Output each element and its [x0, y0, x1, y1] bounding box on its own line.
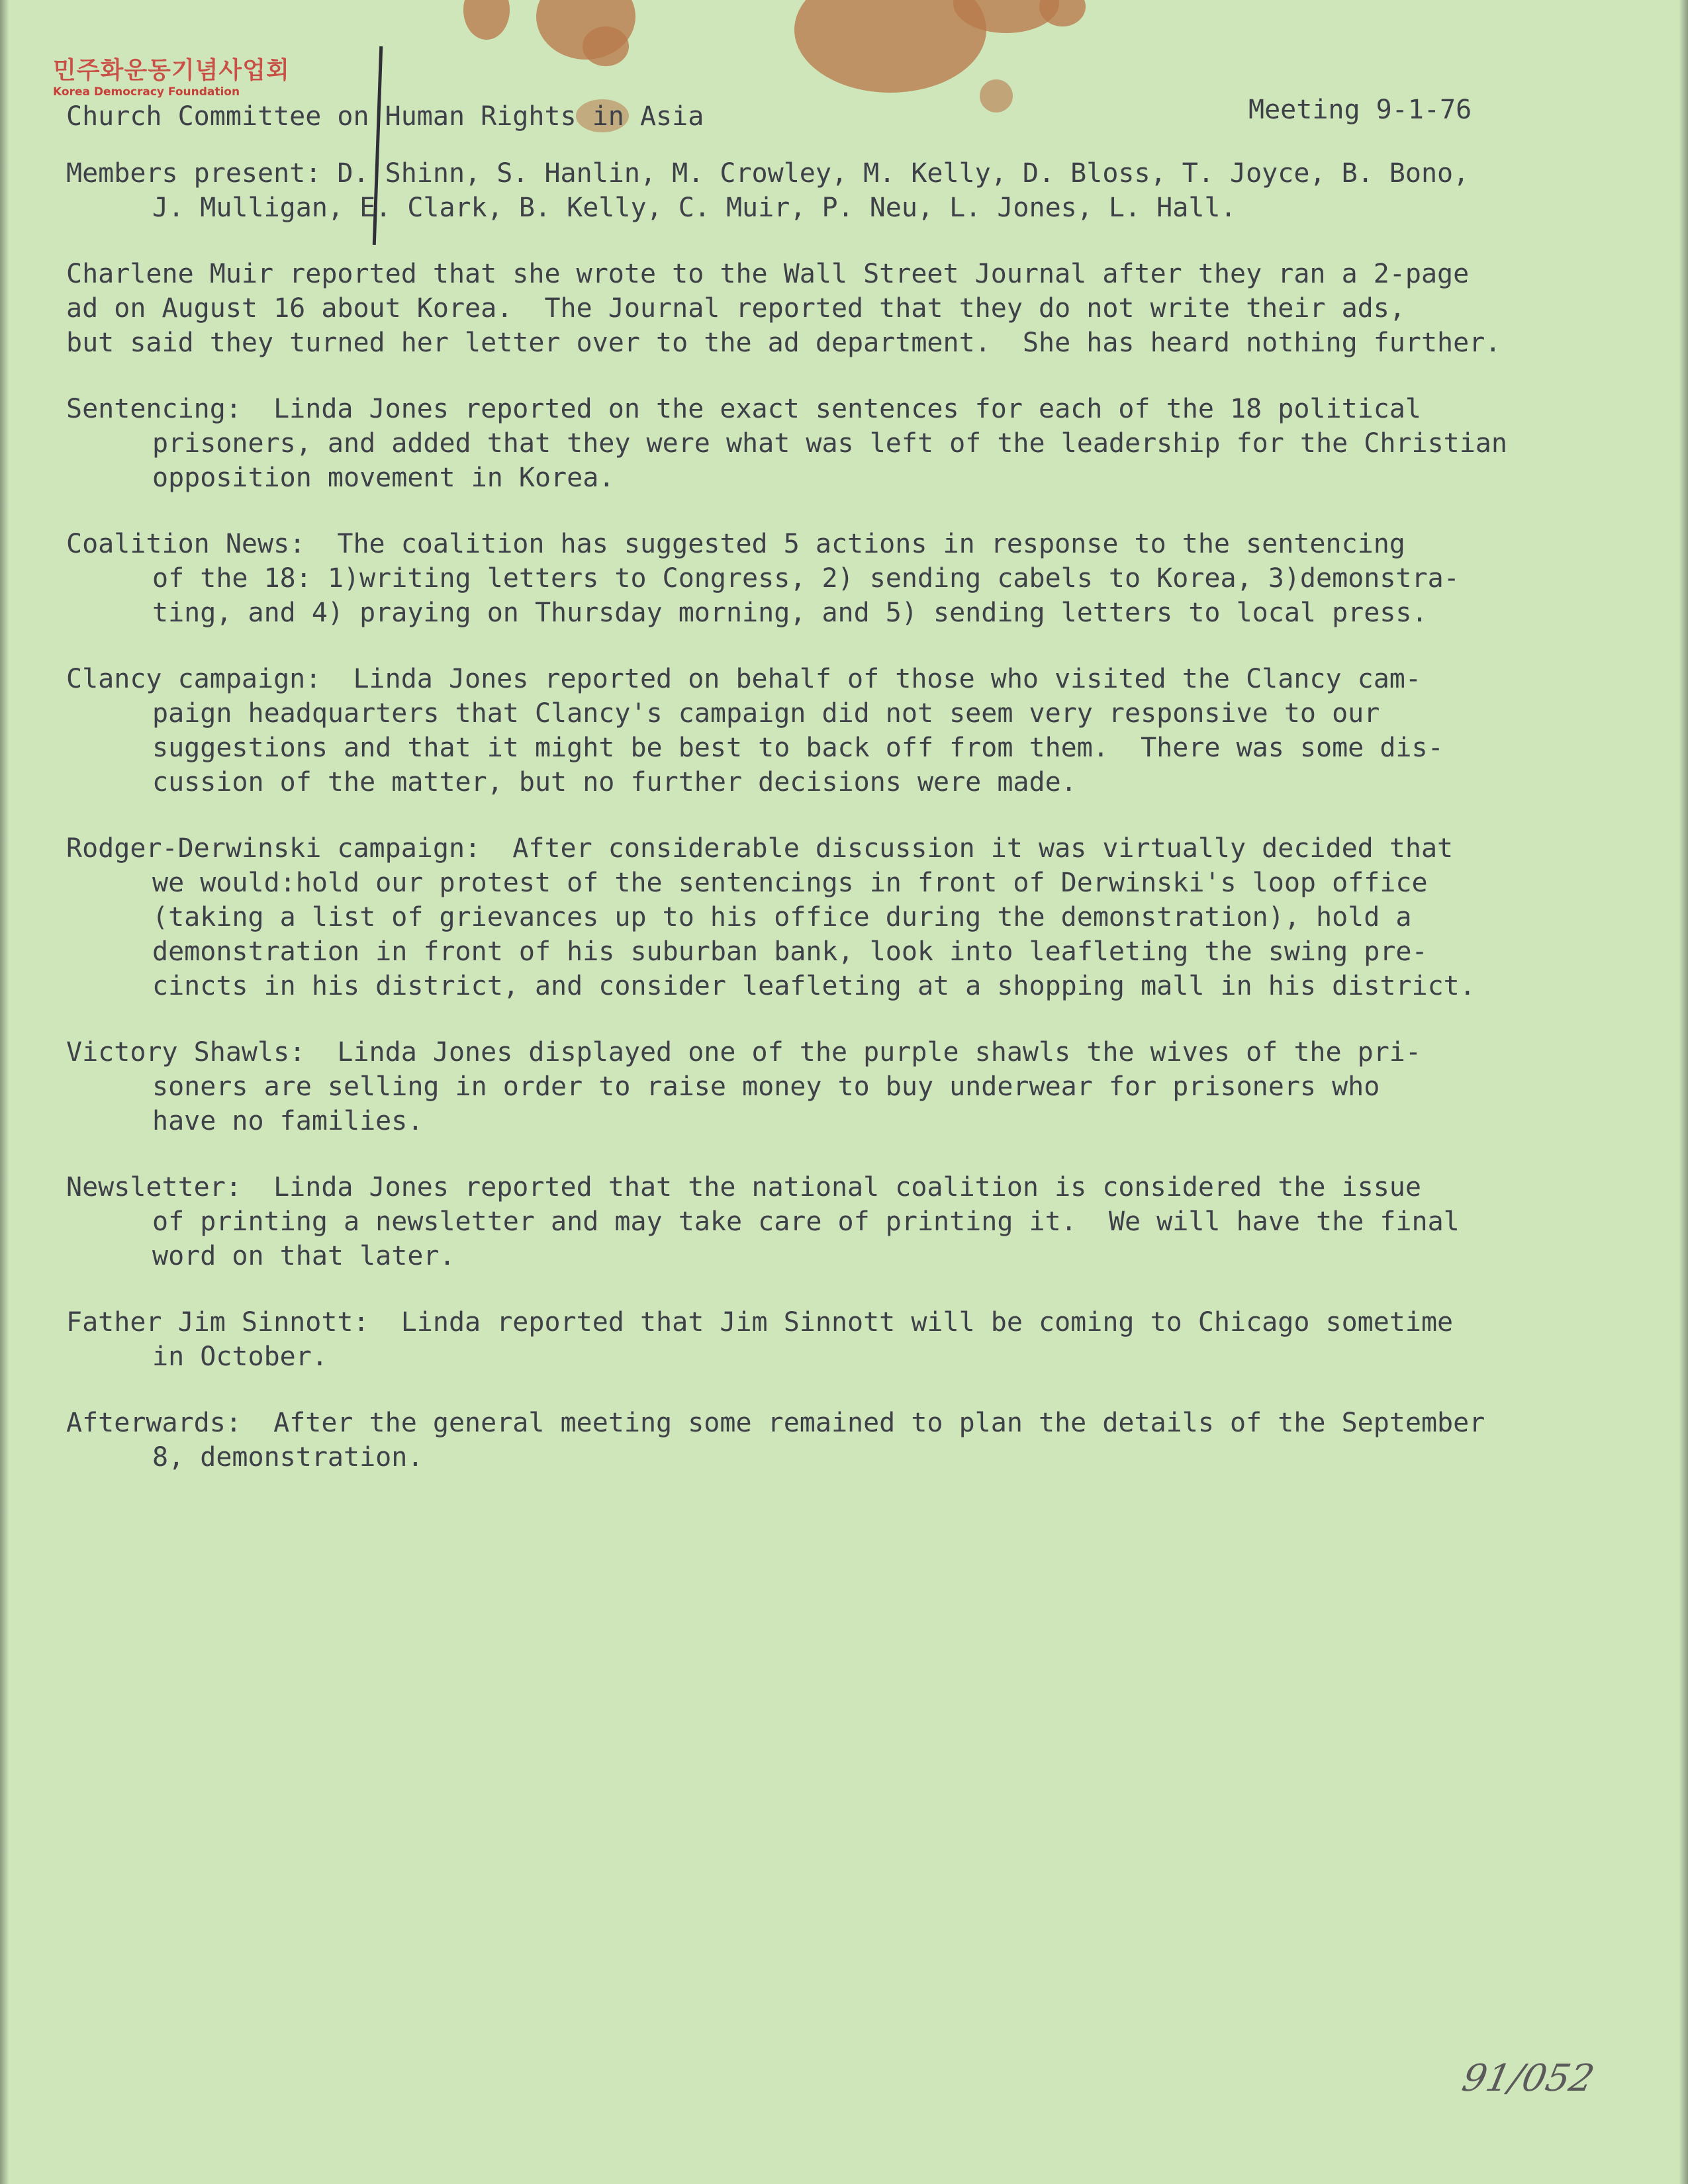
- members-line: J. Mulligan, E. Clark, B. Kelly, C. Muir, P. Neu, L. Jones, L. Hall.: [152, 193, 1237, 223]
- members-present: [66, 156, 1628, 225]
- stain-1: [463, 0, 510, 40]
- text-line: but said they turned her letter over to the ad department. She has heard nothing further.: [66, 328, 1501, 358]
- text-line: ad on August 16 about Korea. The Journal reported that they do not write their ads,: [66, 293, 1405, 324]
- text-line: Newsletter: Linda Jones reported that the national coalition is considered the issue: [66, 1172, 1421, 1203]
- text-line: Sentencing: Linda Jones reported on the exact sentences for each of the 18 political: [66, 394, 1421, 424]
- foundation-watermark: [53, 52, 290, 99]
- document-body: [66, 93, 1628, 1475]
- stain-3: [583, 26, 629, 66]
- paragraph-coalition: [66, 527, 1628, 630]
- text-line: cincts in his district, and consider leafleting at a shopping mall in his district.: [152, 971, 1476, 1001]
- members-line: Members present: D. Shinn, S. Hanlin, M. Crowley, M. Kelly, D. Bloss, T. Joyce, B. Bono,: [66, 158, 1470, 189]
- text-line: Victory Shawls: Linda Jones displayed one of the purple shawls the wives of the pri-: [66, 1037, 1421, 1068]
- text-line: soners are selling in order to raise money to buy underwear for prisoners who: [152, 1071, 1380, 1102]
- text-line: have no families.: [152, 1106, 424, 1136]
- page-edge-right: [1679, 0, 1688, 2184]
- paragraph-derwinski: [66, 831, 1628, 1003]
- text-line: we would:hold our protest of the sentencings in front of Derwinski's loop office: [152, 868, 1428, 898]
- page-edge-left: [0, 0, 9, 2184]
- text-line: Rodger-Derwinski campaign: After considerable discussion it was virtually decided that: [66, 833, 1454, 864]
- text-line: paign headquarters that Clancy's campaign did not seem very responsive to our: [152, 698, 1380, 729]
- text-line: Father Jim Sinnott: Linda reported that Jim Sinnott will be coming to Chicago sometime: [66, 1307, 1454, 1338]
- meeting-date: Meeting 9-1-76: [1248, 95, 1472, 125]
- paragraph-newsletter: [66, 1170, 1628, 1273]
- watermark-korean: 민주화운동기념사업회: [53, 57, 290, 84]
- text-line: of printing a newsletter and may take care of printing it. We will have the final: [152, 1206, 1460, 1237]
- paragraph-afterwards: [66, 1406, 1628, 1475]
- text-line: Afterwards: After the general meeting some remained to plan the details of the September: [66, 1408, 1485, 1438]
- text-line: 8, demonstration.: [152, 1442, 424, 1473]
- text-line: suggestions and that it might be best to back off from them. There was some dis-: [152, 733, 1444, 763]
- text-line: opposition movement in Korea.: [152, 463, 615, 493]
- text-line: Coalition News: The coalition has suggested 5 actions in response to the sentencing: [66, 529, 1405, 559]
- text-line: cussion of the matter, but no further decisions were made.: [152, 767, 1077, 797]
- text-line: Charlene Muir reported that she wrote to the Wall Street Journal after they ran a 2-page: [66, 259, 1470, 289]
- header: [66, 93, 1628, 139]
- text-line: in October.: [152, 1342, 328, 1372]
- paragraph-sinnott: [66, 1305, 1628, 1374]
- text-line: word on that later.: [152, 1241, 455, 1271]
- watermark-english: Korea Democracy Foundation: [53, 85, 240, 99]
- text-line: ting, and 4) praying on Thursday morning, and 5) sending letters to local press.: [152, 598, 1428, 628]
- paragraph-sentencing: [66, 392, 1628, 495]
- paragraph-clancy: [66, 662, 1628, 799]
- text-line: Clancy campaign: Linda Jones reported on behalf of those who visited the Clancy cam-: [66, 664, 1421, 694]
- text-line: prisoners, and added that they were what was left of the leadership for the Christian: [152, 428, 1507, 459]
- committee-title: Church Committee on Human Rights in Asia: [66, 101, 704, 132]
- handwritten-archive-number: 91/052: [1458, 2057, 1598, 2100]
- text-line: (taking a list of grievances up to his office during the demonstration), hold a: [152, 902, 1412, 933]
- paragraph-shawls: [66, 1035, 1628, 1138]
- text-line: demonstration in front of his suburban bank, look into leafleting the swing pre-: [152, 936, 1428, 967]
- paragraph-wsj: [66, 257, 1628, 360]
- text-line: of the 18: 1)writing letters to Congress, 2) sending cabels to Korea, 3)demonstra-: [152, 563, 1460, 594]
